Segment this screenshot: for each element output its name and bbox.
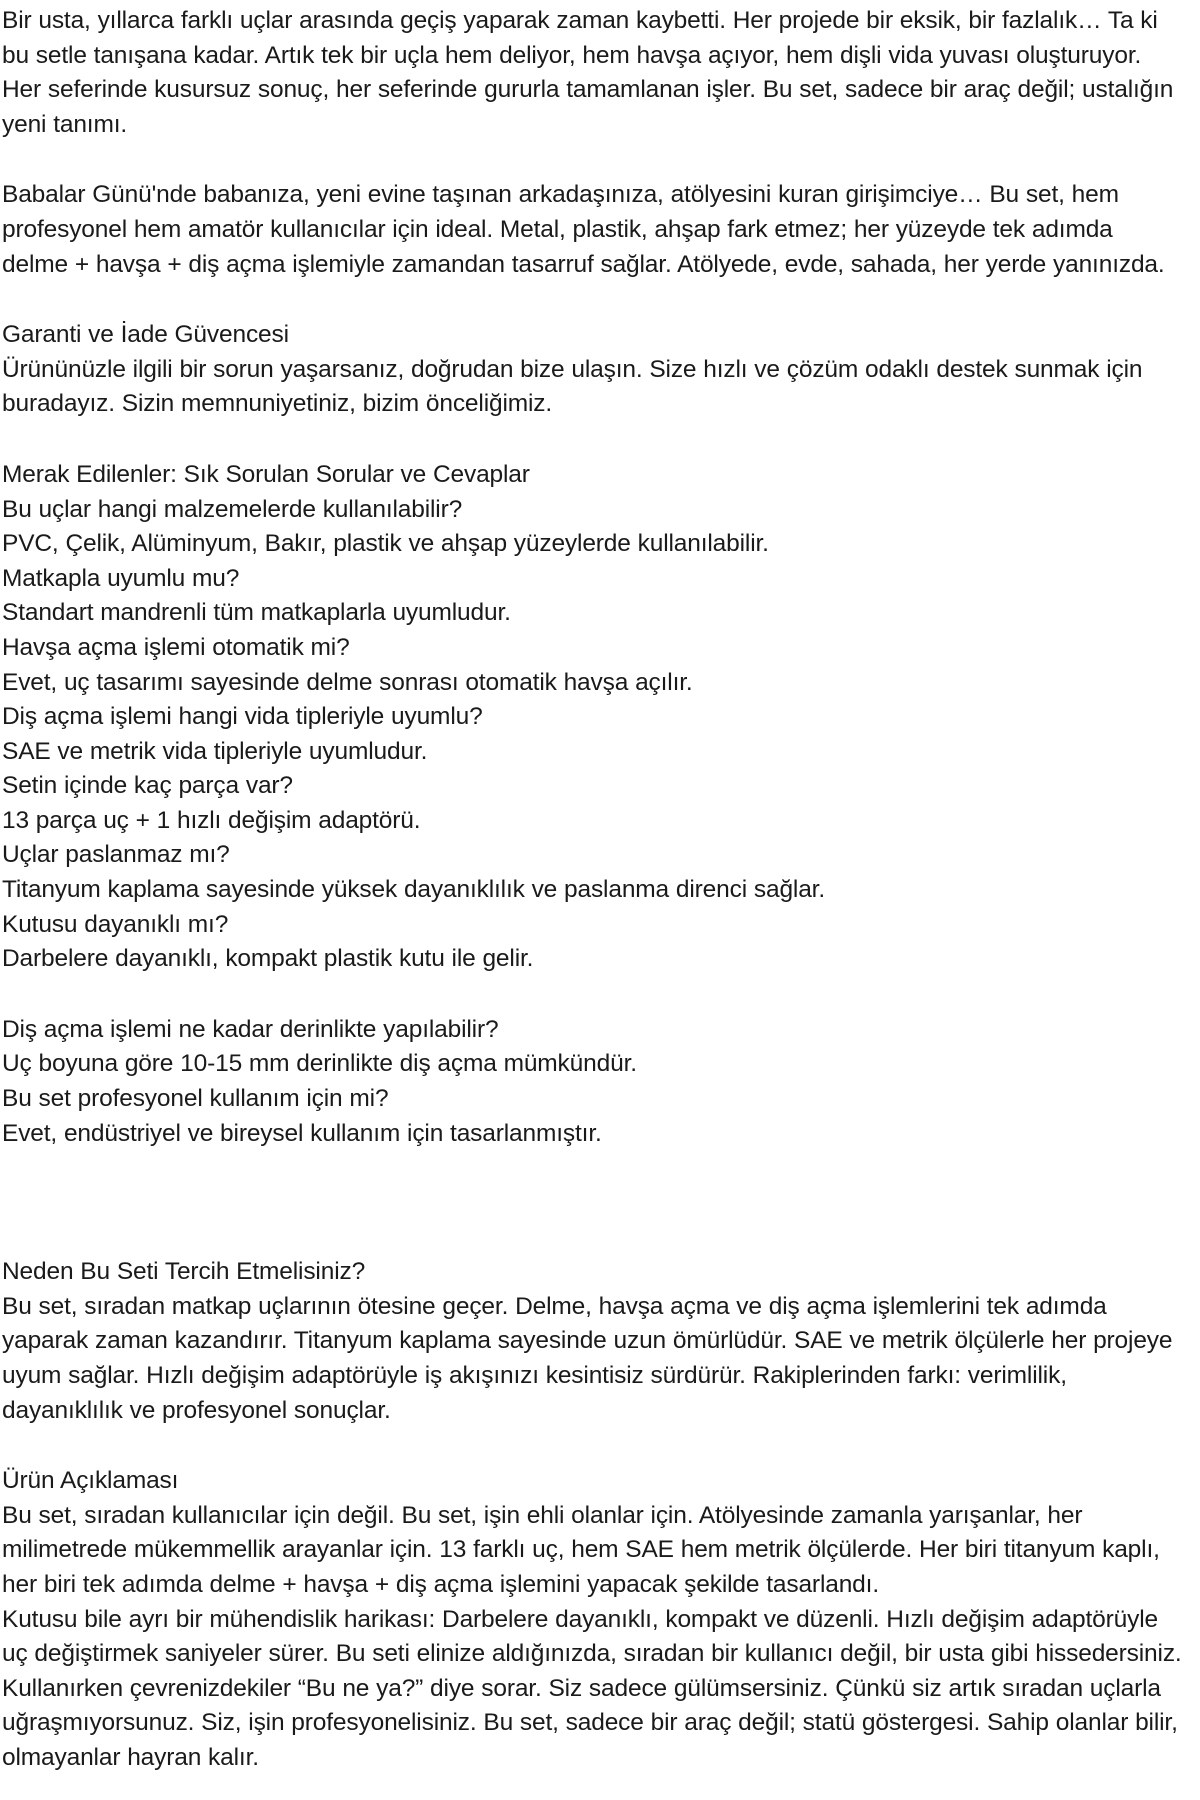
spacer (2, 1428, 1182, 1464)
warranty-paragraph: Ürününüzle ilgili bir sorun yaşarsanız, doğrudan bize ulaşın. Size hızlı ve çözüm odaklı destek sunmak için buradayız. Sizin memnuniyetiniz, bizim önceliğimiz. (2, 355, 1150, 418)
faq-question: Setin içinde kaç parça var? (2, 772, 293, 800)
warranty-heading: Garanti ve İade Güvencesi (2, 321, 289, 349)
faq-list-primary (2, 493, 1182, 977)
faq-heading: Merak Edilenler: Sık Sorulan Sorular ve Cevaplar (2, 460, 530, 488)
faq-answer: Uç boyuna göre 10-15 mm derinlikte diş açma mümkündür. (2, 1050, 637, 1078)
faq-list-secondary (2, 1013, 1182, 1151)
faq-answer: Evet, uç tasarımı sayesinde delme sonrası otomatik havşa açılır. (2, 668, 693, 696)
faq-answer: Titanyum kaplama sayesinde yüksek dayanıklılık ve paslanma direnci sağlar. (2, 876, 825, 904)
faq-question: Diş açma işlemi ne kadar derinlikte yapılabilir? (2, 1015, 499, 1043)
spacer (2, 977, 1182, 1013)
why-choose-paragraph: Bu set, sıradan matkap uçlarının ötesine geçer. Delme, havşa açma ve diş açma işlemlerini tek adımda yaparak zaman kazandırır. Titanyum kaplama sayesinde uzun ömürlüdür. SAE ve metrik ölçülerle her projeye uyum sağlar. Hızlı değişim adaptörüyle iş akışınızı kesintisiz sürdürür. Rakiplerinden farkı: verimlilik, dayanıklılık ve profesyonel sonuçlar. (2, 1292, 1180, 1424)
spacer (2, 282, 1182, 318)
faq-answer: Darbelere dayanıklı, kompakt plastik kutu ile gelir. (2, 945, 534, 973)
product-description-paragraph-one: Bu set, sıradan kullanıcılar için değil. Bu set, işin ehli olanlar için. Atölyesinde zamanla yarışanlar, her milimetrede mükemmellik arayanlar için. 13 farklı uç, hem SAE hem metrik ölçülerde. Her biri titanyum kaplı, her biri tek adımda delme + havşa + diş açma işlemini yapacak şekilde tasarlandı. (2, 1501, 1167, 1598)
faq-question: Bu uçlar hangi malzemelerde kullanılabilir? (2, 495, 463, 523)
product-description-heading: Ürün Açıklaması (2, 1467, 179, 1495)
faq-answer: PVC, Çelik, Alüminyum, Bakır, plastik ve ahşap yüzeylerde kullanılabilir. (2, 530, 769, 558)
faq-question: Bu set profesyonel kullanım için mi? (2, 1085, 389, 1113)
intro-paragraph: Bir usta, yıllarca farklı uçlar arasında geçiş yaparak zaman kaybetti. Her projede bir eksik, bir fazlalık… Ta ki bu setle tanışana kadar. Artık tek bir uçla hem deliyor, hem havşa açıyor, hem dişli vida yuvası oluşturuyor. Her seferinde kusursuz sonuç, her seferinde gururla tamamlanan işler. Bu set, sadece bir araç değil; ustalığın yeni tanımı. (2, 7, 1181, 138)
faq-question: Kutusu dayanıklı mı? (2, 910, 229, 938)
gift-paragraph: Babalar Günü'nde babanıza, yeni evine taşınan arkadaşınıza, atölyesini kuran girişimciye… Bu set, hem profesyonel hem amatör kullanıcılar için ideal. Metal, plastik, ahşap fark etmez; her yüzeyde tek adımda delme + havşa + diş açma işlemiyle zamandan tasarruf sağlar. Atölyede, evde, sahada, her yerde yanınızda. (2, 181, 1165, 278)
faq-answer: Standart mandrenli tüm matkaplarla uyumludur. (2, 599, 511, 627)
faq-question: Uçlar paslanmaz mı? (2, 841, 230, 869)
product-description-paragraph-two: Kutusu bile ayrı bir mühendislik harikası: Darbelere dayanıklı, kompakt ve düzenli. Hızlı değişim adaptörüyle uç değiştirmek saniyeler sürer. Bu seti elinize aldığınızda, sıradan bir kullanıcı değil, bir usta gibi hissedersiniz. (2, 1605, 1182, 1668)
spacer (2, 1151, 1182, 1255)
spacer (2, 422, 1182, 458)
faq-answer: Evet, endüstriyel ve bireysel kullanım için tasarlanmıştır. (2, 1119, 602, 1147)
why-choose-heading: Neden Bu Seti Tercih Etmelisiniz? (2, 1258, 366, 1286)
faq-question: Matkapla uyumlu mu? (2, 564, 240, 592)
faq-answer: 13 parça uç + 1 hızlı değişim adaptörü. (2, 806, 421, 834)
faq-question: Havşa açma işlemi otomatik mi? (2, 633, 350, 661)
faq-question: Diş açma işlemi hangi vida tipleriyle uyumlu? (2, 703, 483, 731)
faq-answer: SAE ve metrik vida tipleriyle uyumludur. (2, 737, 428, 765)
spacer (2, 142, 1182, 178)
product-description-paragraph-three: Kullanırken çevrenizdekiler “Bu ne ya?” diye sorar. Siz sadece gülümsersiniz. Çünkü siz artık sıradan uçlarla uğraşmıyorsunuz. Siz, işin profesyonelisiniz. Bu set, sadece bir araç değil; statü göstergesi. Sahip olanlar bilir, olmayanlar hayran kalır. (2, 1674, 1185, 1771)
